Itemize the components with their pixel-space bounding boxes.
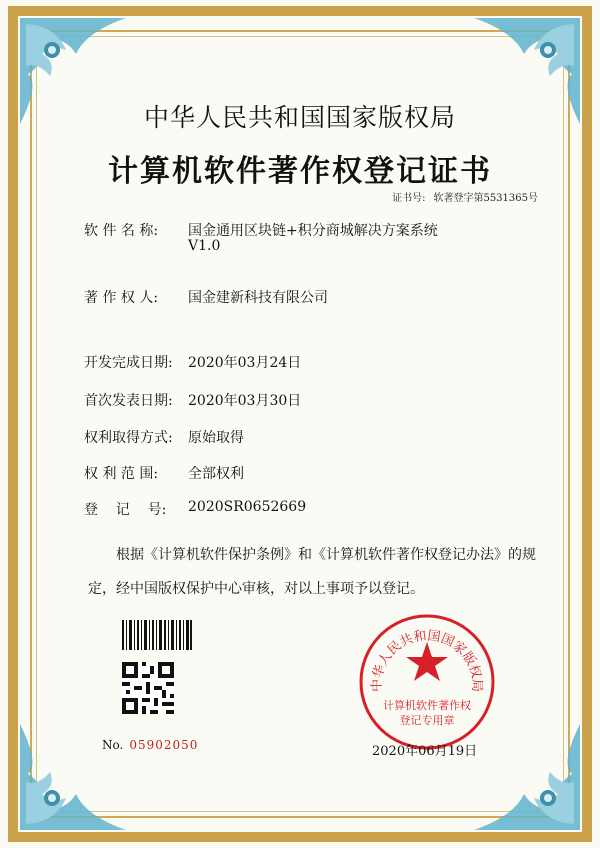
- software-name-label: 软 件 名 称:: [84, 223, 159, 239]
- publication-date-label: 首次发表日期:: [84, 393, 173, 409]
- copyright-owner-value: 国金建新科技有限公司: [188, 290, 328, 306]
- registration-number-label: 登 记 号:: [84, 502, 167, 518]
- acquisition-method-label: 权利取得方式:: [84, 430, 173, 446]
- official-seal: [357, 612, 497, 752]
- software-name-value: 国金通用区块链+积分商城解决方案系统: [188, 223, 438, 239]
- corner-ornament-bottom-left: [16, 714, 136, 834]
- acquisition-method-value: 原始取得: [188, 430, 244, 446]
- rights-scope-value: 全部权利: [188, 466, 244, 482]
- barcode: [122, 620, 192, 650]
- publication-date-value: 2020年03月30日: [188, 393, 302, 409]
- serial-prefix: No.: [102, 738, 124, 752]
- copyright-owner-row: [84, 287, 328, 307]
- registration-number-value: 2020SR0652669: [188, 499, 307, 515]
- rights-scope-row: [84, 463, 244, 483]
- legal-statement: 根据《计算机软件保护条例》和《计算机软件著作权登记办法》的规定，经中国版权保护中心审核，对以上事项予以登记。: [88, 547, 536, 597]
- software-version: V1.0: [188, 238, 221, 254]
- copyright-owner-label: 著 作 权 人:: [84, 290, 159, 306]
- qr-code: [122, 662, 174, 714]
- issuer-title: 中华人民共和国国家版权局: [143, 103, 456, 132]
- seal-line-2: 登记专用章: [399, 714, 455, 727]
- seal-line-1: 计算机软件著作权: [383, 699, 471, 712]
- software-name-row: [84, 220, 438, 240]
- certificate-number: [392, 189, 538, 204]
- completion-date-label: 开发完成日期:: [84, 355, 173, 371]
- publication-date-row: [84, 390, 302, 410]
- certificate-title: 计算机软件著作权登记证书: [108, 154, 492, 189]
- seal-star-icon: [406, 642, 448, 681]
- acquisition-method-row: [84, 427, 244, 447]
- serial-value: 05902050: [129, 738, 199, 752]
- rights-scope-label: 权 利 范 围:: [84, 466, 159, 482]
- completion-date-row: [84, 352, 302, 372]
- issue-date: 2020年06月19日: [372, 744, 478, 759]
- certificate-number-value: 软著登字第5531365号: [433, 193, 538, 204]
- completion-date-value: 2020年03月24日: [188, 355, 302, 371]
- certificate-number-label: 证书号:: [392, 193, 426, 204]
- registration-number-row: [84, 499, 307, 519]
- seal-organization-text: 中华人民共和国国家版权局: [369, 628, 485, 693]
- serial-number: [102, 738, 198, 752]
